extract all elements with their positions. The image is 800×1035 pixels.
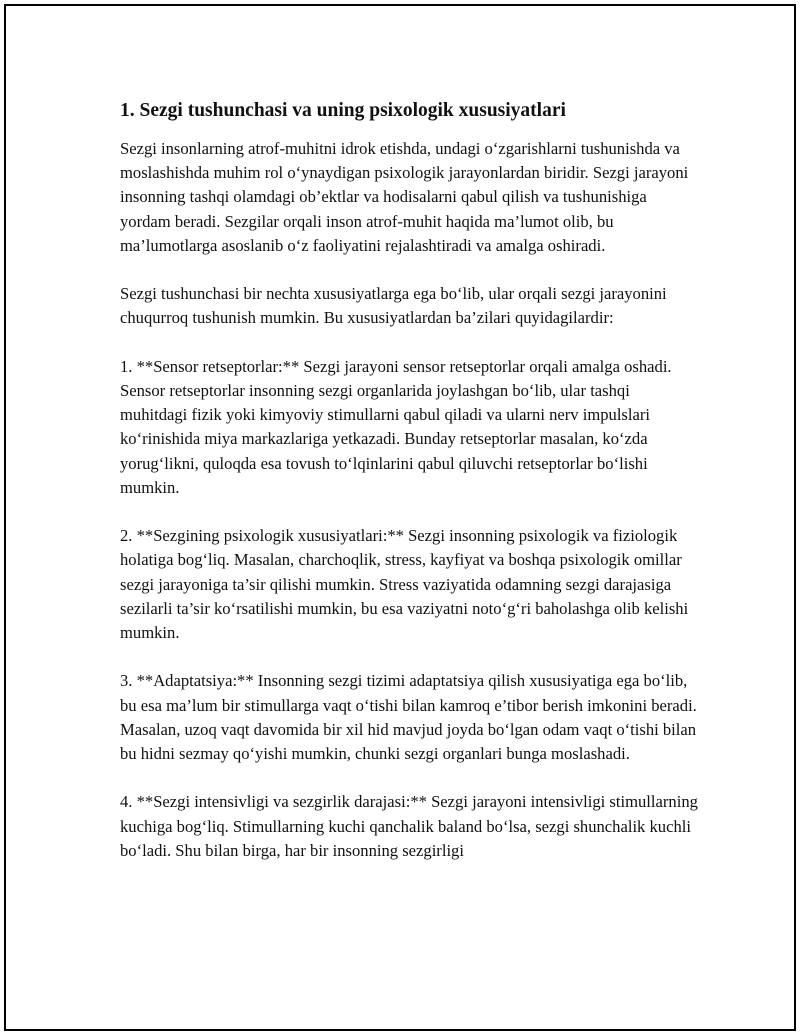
paragraph-properties-intro: Sezgi tushunchasi bir nechta xususiyatlarga ega bo‘lib, ular orqali sezgi jarayonini chuqurroq tushunish mumkin. Bu xususiyatlardan ba’zilari quyidagilardir: — [120, 284, 667, 328]
paragraph-intro: Sezgi insonlarning atrof-muhitni idrok etishda, undagi o‘zgarishlarni tushunishda va moslashishda muhim rol o‘ynaydigan psixologik jarayonlardan biridir. Sezgi jarayoni insonning tashqi olamdagi ob’ektlar va hodisalarni qabul qilish va tushunishiga yordam beradi. Sezgilar orqali inson atrof-muhit haqida ma’lumot olib, bu ma’lumotlarga asoslanib o‘z faoliyatini rejalashtiradi va amalga oshiradi. — [120, 139, 689, 255]
document-body — [120, 98, 700, 887]
list-item-intensity-sensitivity: 4. **Sezgi intensivligi va sezgirlik darajasi:** Sezgi jarayoni intensivligi stimullarning kuchiga bog‘liq. Stimullarning kuchi qanchalik baland bo‘lsa, sezgi shunchalik kuchli bo‘ladi. Shu bilan birga, har bir insonning sezgirligi — [120, 792, 698, 860]
list-item-sensor-receptors: 1. **Sensor retseptorlar:** Sezgi jarayoni sensor retseptorlar orqali amalga oshadi. Sensor retseptorlar insonning sezgi organlarida joylashgan bo‘lib, ular tashqi muhitdagi fizik yoki kimyoviy stimullarni qabul qiladi va ularni nerv impulslari ko‘rinishida miya markazlariga yetkazadi. Bunday retseptorlar masalan, ko‘zda yorug‘likni, quloqda esa tovush to‘lqinlarini qabul qiluvchi retseptorlar bo‘lishi mumkin. — [120, 356, 672, 497]
list-item-psychological-properties: 2. **Sezgining psixologik xususiyatlari:** Sezgi insonning psixologik va fiziologik holatiga bog‘liq. Masalan, charchoqlik, stress, kayfiyat va boshqa psixologik omillar sezgi jarayoniga ta’sir qilishi mumkin. Stress vaziyatida odamning sezgi darajasiga sezilarli ta’sir ko‘rsatilishi mumkin, bu esa vaziyatni noto‘g‘ri baholashga olib kelishi mumkin. — [120, 526, 689, 643]
list-item-adaptation: 3. **Adaptatsiya:** Insonning sezgi tizimi adaptatsiya qilish xususiyatiga ega bo‘lib, bu esa ma’lum bir stimullarga vaqt o‘tishi bilan kamroq e’tibor berish imkonini beradi. Masalan, uzoq vaqt davomida bir xil hid mavjud joyda bo‘lgan odam vaqt o‘tishi bilan bu hidni sezmay qo‘yishi mumkin, chunki sezgi organlari bunga moslashadi. — [120, 671, 697, 764]
document-page — [4, 4, 796, 1031]
document-heading: 1. Sezgi tushunchasi va uning psixologik xususiyatlari — [120, 100, 566, 121]
